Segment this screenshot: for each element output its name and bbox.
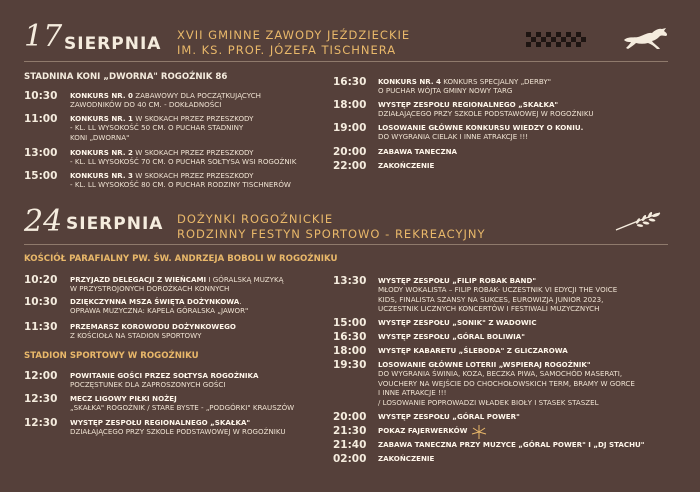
event-detail: DO WYGRANIA ŚWINIA, KOZA, BECZKA PIWA, SAMOCHÓD MASERATI, [378,369,623,379]
event-description [378,412,688,423]
event-line [378,77,678,86]
event-line [378,318,688,327]
event-line [378,426,688,435]
event-line [70,148,340,157]
event-description [378,440,688,451]
event-detail: DO WYGRANIA CIELAK I INNE ATRAKCJE !!! [378,132,529,142]
event-description [378,454,688,465]
event-description [70,114,340,142]
schedule-row [333,440,688,451]
event-description [70,297,340,316]
schedule-row [333,454,688,465]
schedule-row [333,412,688,423]
event-time: 13:30 [333,275,367,287]
event-time: 18:00 [333,345,367,357]
day1-venue: STADNINA KONI „DWORNA" ROGOŹNIK 86 [24,72,228,82]
day2-title-line2: RODZINNY FESTYN SPORTOWO - REKREACYJNY [177,227,486,241]
schedule-row [24,418,340,437]
event-description [70,171,340,190]
event-description [378,123,678,142]
event-name: KONKURS NR. 2 [70,148,133,157]
event-detail: O PUCHAR WÓJTA GMINY NOWY TARG [378,86,513,96]
event-time: 10:30 [24,90,58,102]
event-time: 18:00 [333,99,367,111]
event-line [70,394,340,403]
event-line [378,147,678,156]
event-description [70,418,340,437]
event-name: WYSTĘP ZESPOŁU REGIONALNEGO „SKAŁKA" [378,100,559,109]
schedule-row [333,161,678,172]
event-detail: DZIAŁAJĄCEGO PRZY SZKOLE PODSTAWOWEJ W ROGOŹNIKU [70,427,286,437]
schedule-row [333,276,688,314]
event-time: 12:30 [24,417,58,429]
event-description [378,100,678,119]
event-time: 10:30 [24,296,58,308]
event-line [70,371,340,380]
event-time: 10:20 [24,274,58,286]
event-time: 02:00 [333,453,367,465]
event-time: 15:00 [333,317,367,329]
day1-divider [24,61,668,62]
schedule-row [24,171,340,190]
event-name: PRZEMARSZ KOROWODU DOŻYNKOWEGO [70,322,236,331]
event-name: KONKURS NR. 4 [378,77,441,86]
event-name: KONKURS NR. 0 [70,91,133,100]
event-line [70,322,340,331]
event-line [378,123,678,132]
event-name: KONKURS NR. 3 [70,171,133,180]
event-time: 20:00 [333,411,367,423]
schedule-row [333,318,688,329]
event-detail: Z KOŚCIOŁA NA STADION SPORTOWY [70,331,202,341]
event-name: WYSTĘP ZESPOŁU „GÓRAL POWER" [378,412,520,421]
event-name-rest: W SKOKACH PRZEZ PRZESZKODY [132,171,254,180]
event-line [378,440,688,449]
event-description [378,147,678,158]
event-description [70,322,340,341]
event-line [378,360,688,369]
event-time: 19:00 [333,122,367,134]
event-name: ZABAWA TANECZNA PRZY MUZYCE „GÓRAL POWER" I „DJ STACHU" [378,440,645,449]
event-name: WYSTĘP ZESPOŁU REGIONALNEGO „SKAŁKA" [70,418,251,427]
event-detail: / LOSOWANIE POPROWADZI WŁADEK BIOŁY I STASEK STASZEL [378,397,599,407]
event-name-rest: ZABAWOWY DLA POCZĄTKUJĄCYCH [132,91,261,100]
event-description [378,318,688,329]
event-name: ZAKOŃCZENIE [378,454,435,463]
event-detail: „SKAŁKA" ROGOŹNIK / STARE BYSTE - „PODGÓRKI" KRAUSZÓW [70,403,295,413]
event-detail: DZIAŁAJĄCEGO PRZY SZKOLE PODSTAWOWEJ W ROGOŹNIKU [378,109,594,119]
event-detail: KIDS, FINALISTA SZANSY NA SUKCES, EUROWIZJA JUNIOR 2023, [378,294,604,304]
event-time: 16:30 [333,331,367,343]
event-name: MECZ LIGOWY PIŁKI NOŻEJ [70,394,177,403]
event-time: 11:00 [24,113,58,125]
event-line [70,275,340,284]
event-description [70,148,340,167]
schedule-row [24,322,340,341]
event-name: ZAKOŃCZENIE [378,161,435,170]
event-line [378,346,688,355]
event-description [378,426,688,437]
schedule-row [333,77,678,96]
event-line [70,114,340,123]
event-description [378,332,688,343]
schedule-row [24,114,340,142]
event-name: ZABAWA TANECZNA [378,147,458,156]
day1-date-number: 17 [24,19,63,54]
event-line [378,276,688,285]
event-time: 13:00 [24,147,58,159]
schedule-row [333,147,678,158]
event-line [70,91,340,100]
event-name: POKAZ FAJERWERKÓW [378,426,468,435]
day2-venue-church: KOŚCIÓŁ PARAFIALNY PW. ŚW. ANDRZEJA BOBOLI W ROGOŹNIKU [24,254,338,264]
event-detail: POCZĘSTUNEK DLA ZAPROSZONYCH GOŚCI [70,380,226,390]
schedule-row [333,426,688,437]
day1-date-month: SIERPNIA [64,34,162,54]
schedule-row [333,346,688,357]
schedule-row [24,394,340,413]
checkered-flag-icon [526,32,586,47]
event-detail: - KL. LL WYSOKOŚĆ 80 CM. O PUCHAR RODZINY TISCHNERÓW [70,180,291,190]
event-line [70,418,340,427]
event-detail: - KL. LL WYSOKOŚĆ 70 CM. O PUCHAR SOŁTYSA WSI ROGOŹNIK [70,157,297,167]
event-detail: KONI „DWORNA" [70,132,130,142]
schedule-row [24,148,340,167]
event-detail: I INNE ATRAKCJE !!! [378,388,447,398]
wheat-icon [614,210,664,232]
event-description [70,275,340,294]
schedule-row [24,371,340,390]
event-line [70,171,340,180]
event-name: DZIĘKCZYNNA MSZA ŚWIĘTA DOŻYNKOWA [70,297,240,306]
event-detail: - KL. LL WYSOKOŚĆ 50 CM. O PUCHAR STADNINY [70,123,244,133]
event-line [378,161,678,170]
event-name: WYSTĘP KABARETU „ŚLEBODA" Z GLICZAROWA [378,346,568,355]
schedule-row [333,360,688,407]
event-name: WYSTĘP ZESPOŁU „GÓRAL BOLIWIA" [378,332,525,341]
event-description [378,346,688,357]
event-detail: W PRZYSTROJONYCH DOROŻKACH KONNYCH [70,284,230,294]
event-name-rest: KONKURS SPECJALNY „DERBY" [440,77,551,86]
schedule-row [24,91,340,110]
day2-divider [24,244,668,245]
day1-title-line1: XVII GMINNE ZAWODY JEŹDZIECKIE [177,28,411,42]
event-name-rest: . [239,297,242,306]
event-description [378,161,678,172]
schedule-row [333,332,688,343]
event-description [70,371,340,390]
checker-cell [581,42,586,47]
event-description [378,77,678,96]
event-line [378,100,678,109]
event-detail: UCZESTNIK LICZNYCH KONCERTÓW I FESTIWALI MUZYCZNYCH [378,304,600,314]
event-time: 21:30 [333,425,367,437]
event-description [378,276,688,314]
event-description [378,360,688,407]
event-time: 12:00 [24,370,58,382]
event-name: PRZYJAZD DELEGACJI Z WIEŃCAMI [70,275,207,284]
schedule-row [24,297,340,316]
event-name: KONKURS NR. 1 [70,114,133,123]
event-detail: OPRAWA MUZYCZNA: KAPELA GÓRALSKA „JAWOR" [70,306,249,316]
event-time: 21:40 [333,439,367,451]
schedule-row [333,100,678,119]
event-line [378,412,688,421]
event-detail: MŁODY WOKALISTA – FILIP ROBAK- UCZESTNIK VI EDYCJI THE VOICE [378,285,618,295]
event-line [70,297,340,306]
day2-date-number: 24 [24,204,63,239]
day2-title-line1: DOŻYNKI ROGOŹNICKIE [177,212,334,226]
event-time: 12:30 [24,393,58,405]
event-time: 19:30 [333,359,367,371]
event-name-rest: W SKOKACH PRZEZ PRZESZKODY [132,148,254,157]
horse-icon [622,26,670,52]
event-time: 16:30 [333,76,367,88]
day2-venue-stadium: STADION SPORTOWY W ROGOŹNIKU [24,351,199,361]
day2-date-month: SIERPNIA [66,214,164,234]
day1-title-line2: IM. KS. PROF. JÓZEFA TISCHNERA [177,43,397,57]
event-description [70,91,340,110]
event-name: LOSOWANIE GŁÓWNE LOTERII „WSPIERAJ ROGOŹNIK" [378,360,591,369]
event-name: WYSTĘP ZESPOŁU „FILIP ROBAK BAND" [378,276,537,285]
event-name: WYSTĘP ZESPOŁU „SONIK" Z WADOWIC [378,318,537,327]
event-time: 22:00 [333,160,367,172]
event-description [70,394,340,413]
event-name-rest: I GÓRALSKĄ MUZYKĄ [206,275,284,284]
event-line [378,332,688,341]
event-time: 11:30 [24,321,58,333]
event-detail: VOUCHERY NA WEJŚCIE DO CHOCHOŁOWSKICH TERM, BRAMY W GORCE [378,378,635,388]
event-time: 20:00 [333,146,367,158]
event-line [378,454,688,463]
event-name: POWITANIE GOŚCI PRZEZ SOŁTYSA ROGOŹNIKA [70,371,259,380]
event-name-rest: W SKOKACH PRZEZ PRZESZKODY [132,114,254,123]
schedule-row [333,123,678,142]
event-name: LOSOWANIE GŁÓWNE KONKURSU WIEDZY O KONIU. [378,123,584,132]
schedule-row [24,275,340,294]
firework-icon [470,424,488,440]
event-time: 15:00 [24,170,58,182]
event-detail: ZAWODNIKÓW DO 40 CM. - DOKŁADNOŚCI [70,100,222,110]
